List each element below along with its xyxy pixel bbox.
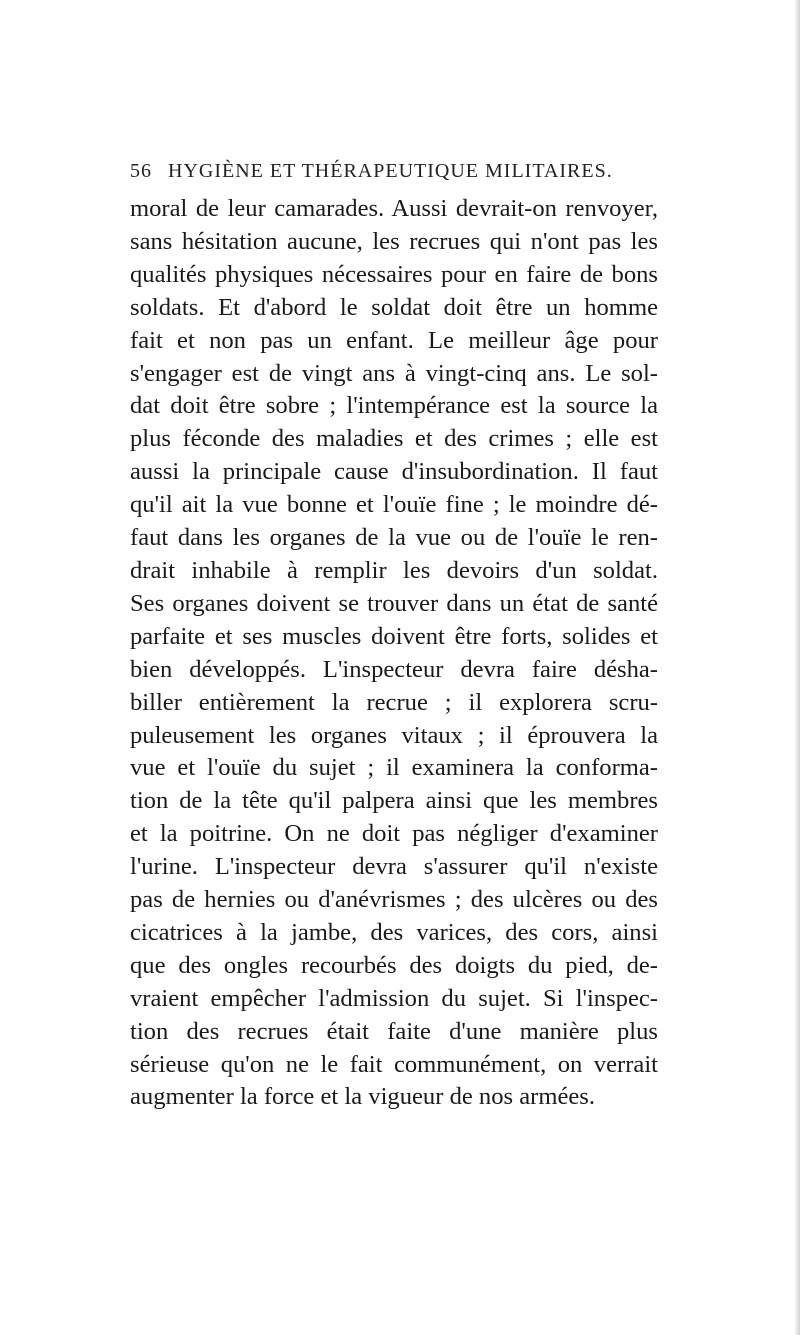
running-title: HYGIÈNE ET THÉRAPEUTIQUE MILITAIRES. (168, 160, 613, 182)
text-line: cicatrices à la jambe, des varices, des cors, ainsi (130, 918, 658, 946)
text-line: Ses organes doivent se trouver dans un état de santé (130, 589, 658, 617)
text-line: s'engager est de vingt ans à vingt-cinq ans. Le sol- (130, 359, 658, 387)
text-line: vue et l'ouïe du sujet ; il examinera la conforma- (130, 754, 658, 782)
text-line: puleusement les organes vitaux ; il éprouvera la (130, 721, 658, 749)
text-line: et la poitrine. On ne doit pas négliger d'examiner (130, 820, 658, 848)
body-text (130, 193, 658, 1114)
text-line: sans hésitation aucune, les recrues qui n'ont pas les (130, 227, 658, 255)
text-line: soldats. Et d'abord le soldat doit être un homme (130, 293, 658, 321)
text-line: dat doit être sobre ; l'intempérance est la source la (130, 392, 658, 420)
text-line: qu'il ait la vue bonne et l'ouïe fine ; le moindre dé- (130, 491, 658, 519)
page-number: 56 (130, 160, 152, 182)
text-line: fait et non pas un enfant. Le meilleur âge pour (130, 326, 658, 354)
text-line: parfaite et ses muscles doivent être forts, solides et (130, 622, 658, 650)
text-line: tion de la tête qu'il palpera ainsi que les membres (130, 787, 658, 815)
page-edge-shadow (794, 0, 800, 1335)
text-line: augmenter la force et la vigueur de nos armées. (130, 1083, 596, 1111)
text-line: tion des recrues était faite d'une manière plus (130, 1017, 658, 1045)
text-line: moral de leur camarades. Aussi devrait-on renvoyer, (130, 195, 658, 222)
text-line: sérieuse qu'on ne le fait communément, on verrait (130, 1050, 658, 1078)
text-line: qualités physiques nécessaires pour en faire de bons (130, 260, 658, 288)
running-header (130, 160, 670, 183)
text-line: l'urine. L'inspecteur devra s'assurer qu'il n'existe (130, 853, 658, 881)
text-line: biller entièrement la recrue ; il explorera scru- (130, 688, 658, 716)
text-line: que des ongles recourbés des doigts du pied, de- (130, 951, 658, 979)
text-line: drait inhabile à remplir les devoirs d'un soldat. (130, 556, 658, 584)
text-line: pas de hernies ou d'anévrismes ; des ulcères ou des (130, 886, 658, 914)
text-line: vraient empêcher l'admission du sujet. Si l'inspec- (130, 984, 658, 1012)
text-line: faut dans les organes de la vue ou de l'ouïe le ren- (130, 524, 658, 552)
text-line: plus féconde des maladies et des crimes ; elle est (130, 425, 658, 453)
text-line: aussi la principale cause d'insubordination. Il faut (130, 458, 658, 486)
text-line: bien développés. L'inspecteur devra faire désha- (130, 655, 658, 683)
